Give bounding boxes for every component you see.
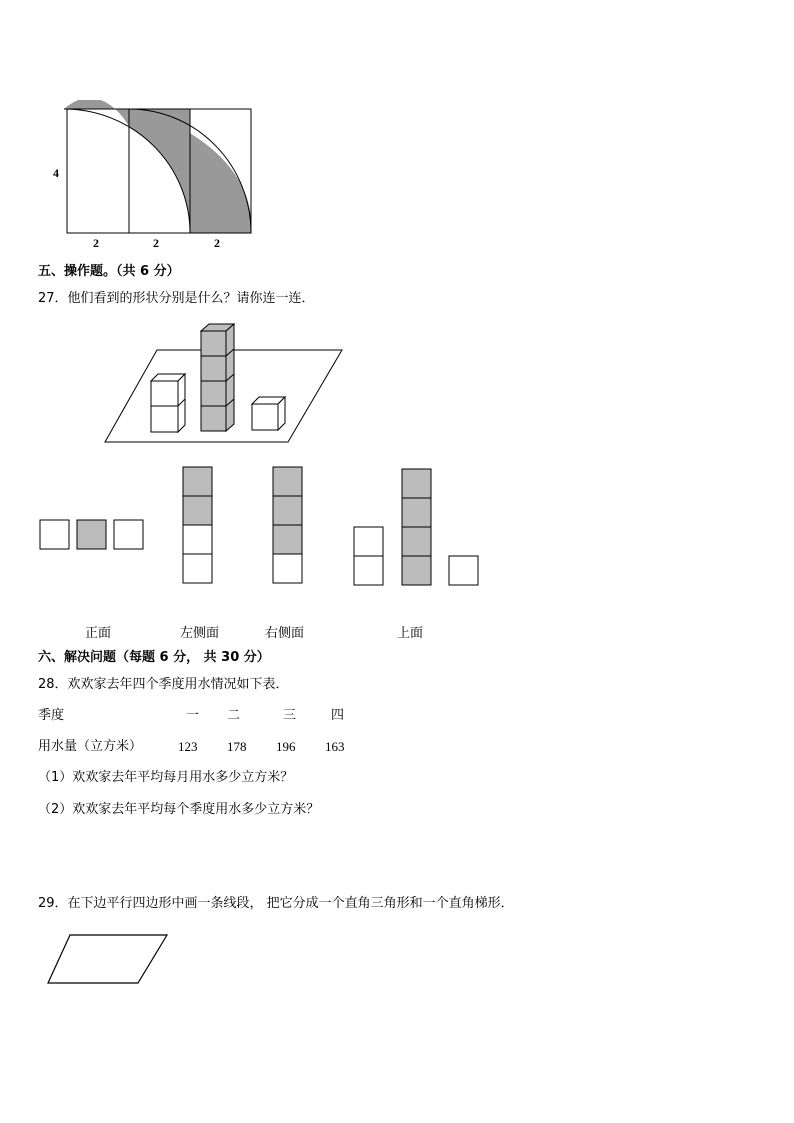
q28-sub2: （2）欢欢家去年平均每个季度用水多少立方米？ (38, 802, 320, 817)
value-q2: 178 (227, 739, 247, 754)
parallelogram (48, 935, 167, 983)
value-q4: 163 (325, 739, 345, 754)
quarter-2: 二 (227, 708, 241, 723)
quarter-4: 四 (331, 708, 345, 723)
view-option-d (354, 469, 478, 585)
view-option-c (273, 467, 302, 583)
left-stack (151, 374, 185, 432)
value-q1: 123 (178, 739, 198, 754)
view-options (35, 462, 485, 592)
quarter-3: 三 (283, 708, 297, 723)
q27-text: 27．他们看到的形状分别是什么？请你连一连． (38, 291, 315, 306)
section6-heading: 六、解决问题（每题 6 分， 共 30 分） (38, 650, 270, 665)
view-option-b (183, 467, 212, 583)
width-label-1: 2 (93, 236, 99, 250)
shaded-region-top (64, 100, 130, 128)
view-option-a (40, 520, 143, 549)
parallelogram-figure (40, 928, 180, 990)
arc-figure (50, 100, 270, 260)
label-right-side: 右侧面 (265, 626, 305, 641)
height-label: 4 (53, 166, 59, 180)
cube-arrangement (100, 320, 350, 450)
section5-heading: 五、操作题。（共 6 分） (38, 264, 180, 279)
quarter-1: 一 (186, 708, 200, 723)
table-row1-label: 季度 (38, 708, 65, 723)
q29-text: 29．在下边平行四边形中画一条线段， 把它分成一个直角三角形和一个直角梯形． (38, 896, 514, 911)
label-left-side: 左侧面 (180, 626, 220, 641)
q28-sub1: （1）欢欢家去年平均每月用水多少立方米？ (38, 770, 294, 785)
table-row2-label: 用水量（立方米） (38, 739, 143, 754)
label-top: 上面 (397, 626, 424, 641)
single-cube (252, 397, 285, 430)
width-label-3: 2 (214, 236, 220, 250)
value-q3: 196 (276, 739, 296, 754)
width-label-2: 2 (153, 236, 159, 250)
tall-stack (201, 324, 234, 431)
q28-text: 28．欢欢家去年四个季度用水情况如下表． (38, 677, 289, 692)
label-front: 正面 (85, 626, 112, 641)
